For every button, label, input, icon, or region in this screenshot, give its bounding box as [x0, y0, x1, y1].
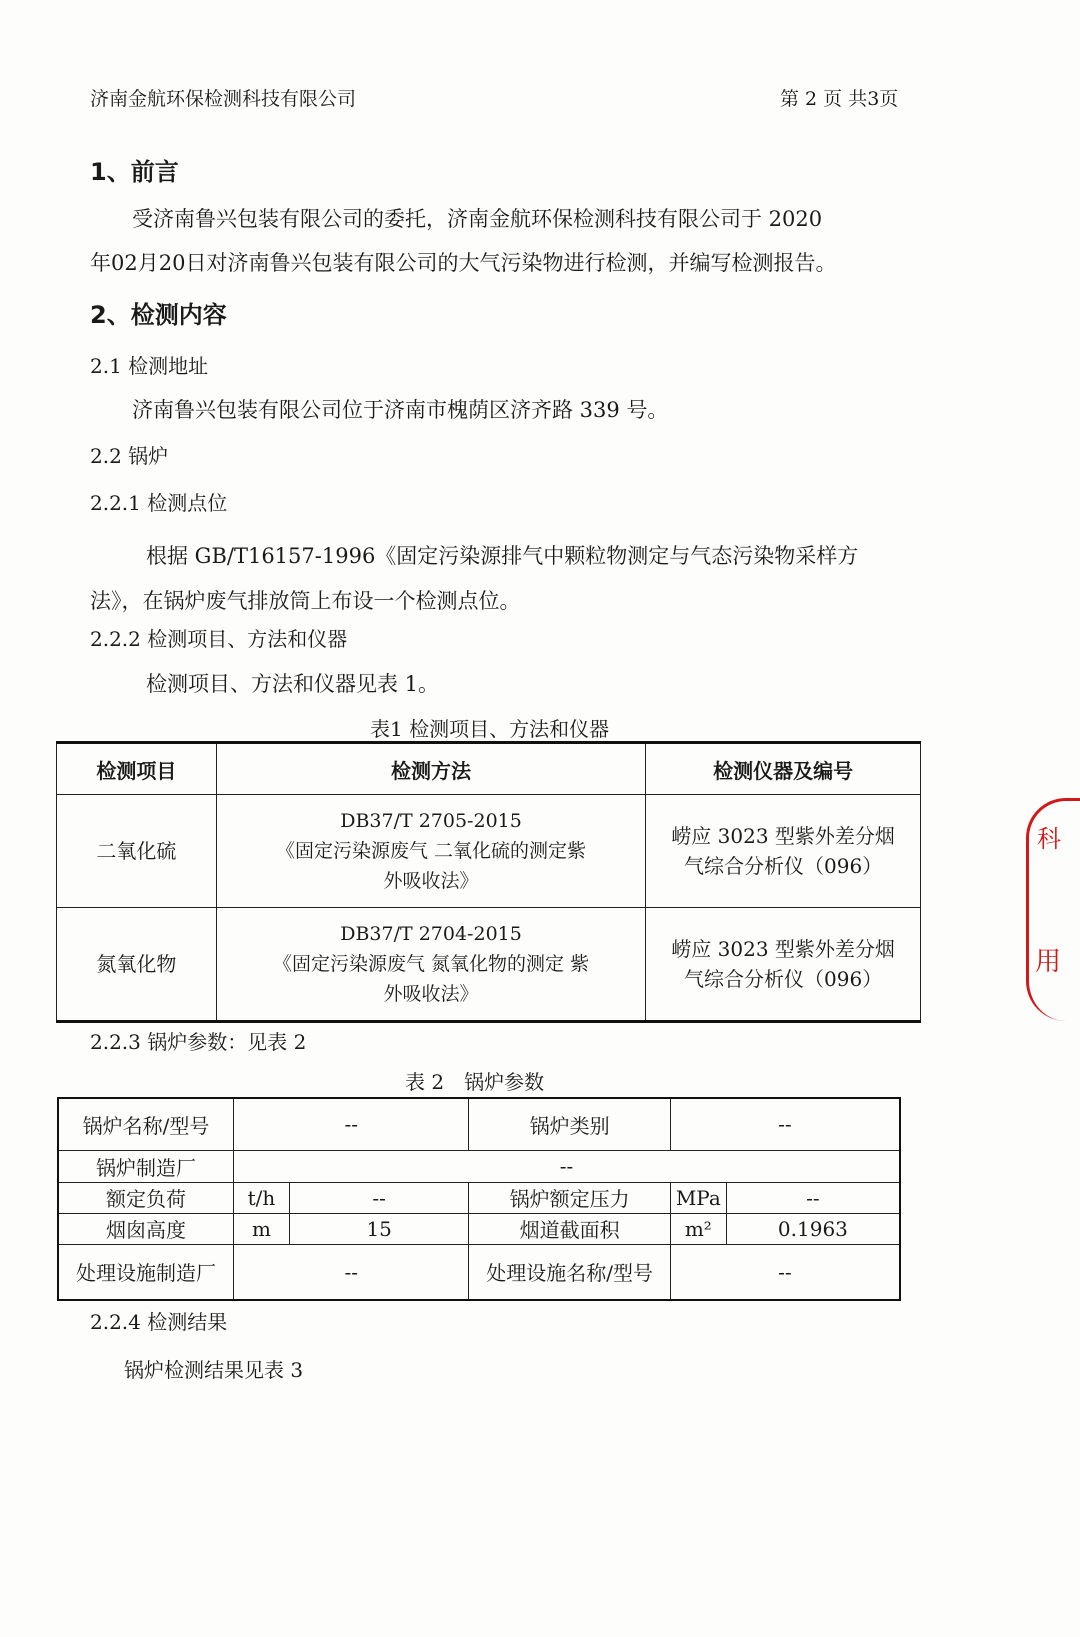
- boiler-name-value: --: [234, 1098, 469, 1150]
- facility-mfr-value: --: [234, 1244, 469, 1300]
- table-1-instrument: [646, 908, 921, 1022]
- rated-load-value: --: [289, 1182, 468, 1213]
- seal-stamp: [1026, 798, 1080, 1021]
- rated-pressure-unit: MPa: [670, 1182, 726, 1213]
- table-2-caption: 表 2 锅炉参数: [405, 1070, 545, 1094]
- facility-mfr-label: 处理设施制造厂: [58, 1244, 234, 1300]
- table-row: [58, 1244, 900, 1300]
- section-2-2-1-title: 2.2.1 检测点位: [90, 491, 228, 515]
- section-2-1-title: 2.1 检测地址: [90, 354, 209, 378]
- section-2-2-4-text: 锅炉检测结果见表 3: [124, 1358, 304, 1382]
- flue-area-value: 0.1963: [726, 1213, 900, 1244]
- rated-pressure-value: --: [726, 1182, 900, 1213]
- instrument-line-2: 气综合分析仪（096）: [684, 854, 883, 878]
- table-1-header-instrument: 检测仪器及编号: [646, 743, 921, 795]
- method-title-line-2: 外吸收法》: [383, 870, 479, 892]
- instrument-line-1: 崂应 3023 型紫外差分烟: [671, 937, 895, 961]
- boiler-name-label: 锅炉名称/型号: [58, 1098, 234, 1150]
- table-1-item: 二氧化硫: [57, 795, 217, 908]
- section-2-2-4-title: 2.2.4 检测结果: [90, 1310, 228, 1334]
- rated-load-label: 额定负荷: [58, 1182, 234, 1213]
- section-2-2-title: 2.2 锅炉: [90, 444, 169, 468]
- instrument-line-2: 气综合分析仪（096）: [684, 967, 883, 991]
- section-2-2-2-title: 2.2.2 检测项目、方法和仪器: [90, 627, 348, 651]
- rated-load-unit: t/h: [234, 1182, 290, 1213]
- section-1-line-1: 受济南鲁兴包装有限公司的委托，济南金航环保检测科技有限公司于 2020: [132, 207, 823, 231]
- section-2-2-1-line-1: 根据 GB/T16157-1996《固定污染源排气中颗粒物测定与气态污染物采样方: [146, 544, 859, 568]
- instrument-line-1: 崂应 3023 型紫外差分烟: [671, 824, 895, 848]
- table-row: [57, 908, 921, 1022]
- table-1-header-item: 检测项目: [57, 743, 217, 795]
- section-2-2-1-line-2: 法》，在锅炉废气排放筒上布设一个检测点位。: [90, 589, 521, 613]
- chimney-height-label: 烟囱高度: [58, 1213, 234, 1244]
- manufacturer-label: 锅炉制造厂: [58, 1150, 234, 1182]
- table-1-item: 氮氧化物: [57, 908, 217, 1022]
- table-1-method: [216, 908, 645, 1022]
- stamp-text-1: 科: [1037, 825, 1061, 853]
- header-page-info: 第 2 页 共3页: [780, 88, 899, 110]
- section-1-line-2: 年02月20日对济南鲁兴包装有限公司的大气污染物进行检测，并编写检测报告。: [90, 251, 837, 275]
- table-1-header-row: [57, 743, 921, 795]
- table-row: [58, 1150, 900, 1182]
- table-1-header-method: 检测方法: [216, 743, 645, 795]
- table-1-method: [216, 795, 645, 908]
- facility-name-value: --: [670, 1244, 900, 1300]
- table-row: [58, 1098, 900, 1150]
- method-standard: DB37/T 2704-2015: [340, 923, 522, 945]
- section-2-title: 2、检测内容: [90, 301, 227, 329]
- table-row: [57, 795, 921, 908]
- table-1-instrument: [646, 795, 921, 908]
- table-row: [58, 1213, 900, 1244]
- table-1: [56, 741, 921, 1023]
- section-1-title: 1、前言: [90, 158, 179, 186]
- facility-name-label: 处理设施名称/型号: [469, 1244, 670, 1300]
- boiler-type-value: --: [670, 1098, 900, 1150]
- chimney-height-value: 15: [289, 1213, 468, 1244]
- method-title-line-1: 《固定污染源废气 二氧化硫的测定紫: [276, 840, 587, 862]
- header-company: 济南金航环保检测科技有限公司: [90, 88, 357, 110]
- method-standard: DB37/T 2705-2015: [340, 810, 522, 832]
- section-2-1-text: 济南鲁兴包装有限公司位于济南市槐荫区济齐路 339 号。: [132, 398, 669, 422]
- table-row: [58, 1182, 900, 1213]
- rated-pressure-label: 锅炉额定压力: [469, 1182, 670, 1213]
- manufacturer-value: --: [234, 1150, 901, 1182]
- boiler-type-label: 锅炉类别: [469, 1098, 670, 1150]
- method-title-line-2: 外吸收法》: [383, 983, 479, 1005]
- section-2-2-2-text: 检测项目、方法和仪器见表 1。: [146, 672, 440, 696]
- chimney-height-unit: m: [234, 1213, 290, 1244]
- method-title-line-1: 《固定污染源废气 氮氧化物的测定 紫: [272, 953, 590, 975]
- table-2: [57, 1097, 901, 1301]
- section-2-2-3-title: 2.2.3 锅炉参数：见表 2: [90, 1030, 307, 1054]
- flue-area-label: 烟道截面积: [469, 1213, 670, 1244]
- stamp-text-2: 用: [1035, 947, 1062, 977]
- table-1-caption: 表1 检测项目、方法和仪器: [370, 717, 610, 741]
- flue-area-unit: m²: [670, 1213, 726, 1244]
